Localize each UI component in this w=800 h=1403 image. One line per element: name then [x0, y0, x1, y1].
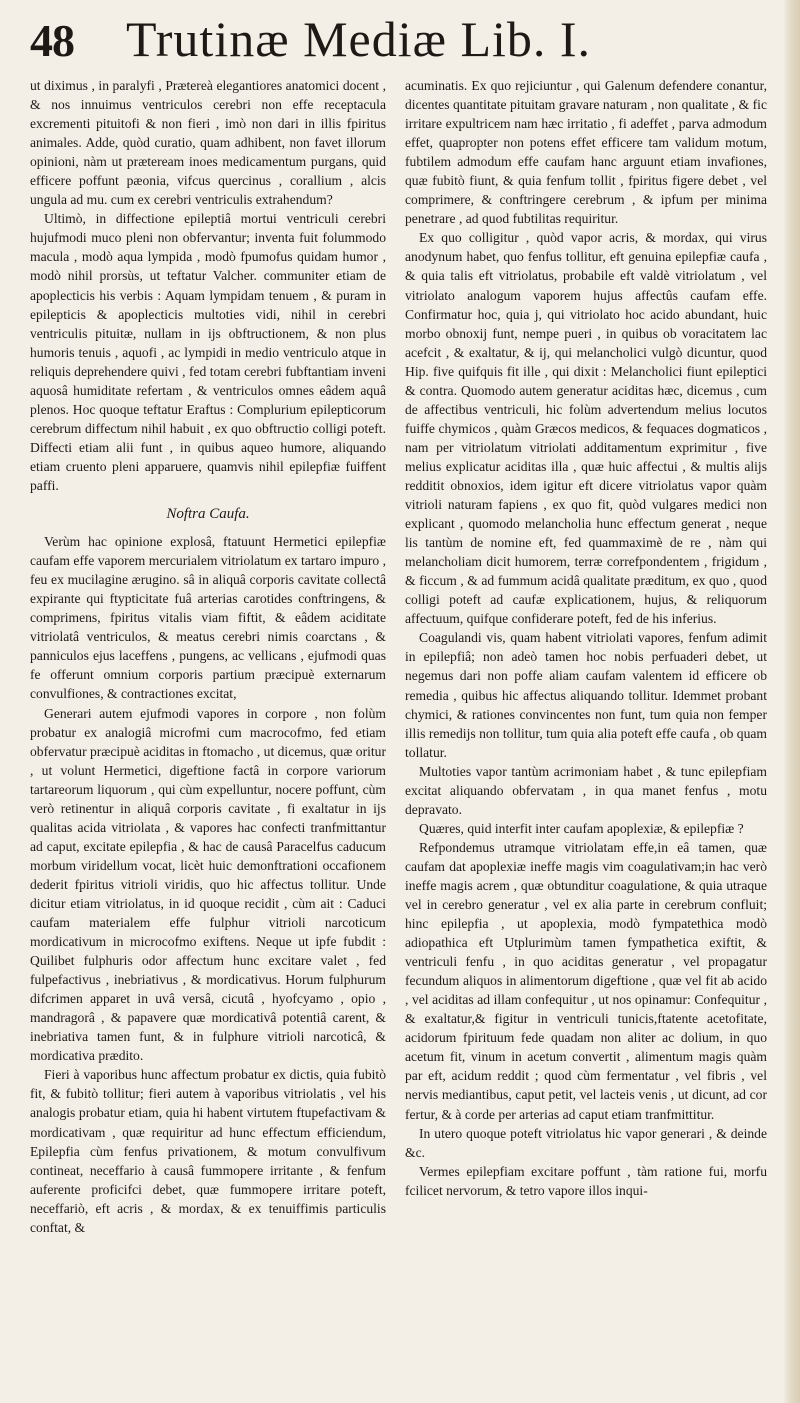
paragraph: acuminatis. Ex quo rejiciuntur , qui Galenum defendere conantur, dicentes quantitate pituitam gravare naturam , non qualitate , & fic irritare expultricem nam hæc irritatio , fi adeffet , parva admodum effet, quapropter non potens effet efficere tam validum motum, fubtilem admodum effe caufam hanc arguunt etiam invafiones, quæ fubitò fiunt, & quia fenfum tollit , fpiritus figere debet , vel comprimere, & conftringere cerebrum , & ipfum per minima penetrare , ad quod fubtilitas requiritur.: [405, 78, 767, 227]
right-column: [405, 76, 767, 1394]
paragraph: In utero quoque poteft vitriolatus hic vapor generari , & deinde &c.: [405, 1125, 767, 1160]
paragraph: Quæres, quid interfit inter caufam apoplexiæ, & epilepfiæ ?: [419, 820, 744, 836]
paragraph: Ultimò, in diffectione epileptiâ mortui ventriculi cerebri hujufmodi muco pleni non obfervantur; inventa fuit folummodo macula , modò aqua lympida , modò fpumofus quidam humor , modò nihil prorsùs, ut teftatur Valcher. communiter etiam de apoplecticis his verbis : Aquam lympidam tenuem , & puram in epilepticis & apoplecticis multoties vidi, nihil in cerebri ventriculis pituitæ, nullam in ijs obftructionem, & non plus humoris tenuis , aquofi , ac lympidi in medio ventriculo atque in reliquis deprehendere quivi , fed totam cerebri fubftantiam inveni aquosâ humiditate refertam , & ventriculos omnes eâdem aquâ plenos. Hoc quoque teftatur Eraftus : Complurium epilepticorum cerebrum diffectum nihil habuit , ex quo obftructio colligi poteft. Diffecti etiam alii funt , in quibus aqueo humore, aliquando etiam cruento pleni apparuere, quamvis nihil epilepfiæ fuiffent paffi.: [30, 211, 386, 493]
paragraph: Multoties vapor tantùm acrimoniam habet , & tunc epilepfiam excitat aliquando obfervatam , in qua manet fenfus , motu depravato.: [405, 763, 767, 817]
paragraph: Vermes epilepfiam excitare poffunt , tàm ratione fui, morfu fcilicet nervorum, & tetro vapore illos inqui-: [405, 1163, 767, 1198]
page-header: [28, 10, 768, 72]
page-edge-shadow: [783, 0, 800, 1403]
section-heading: Noftra Caufa.: [166, 506, 250, 523]
paragraph: Refpondemus utramque vitriolatam effe,in eâ tamen, quæ caufam dat apoplexiæ ineffe magis vim coagulativam;in hac verò ineffe magis acrem , quæ obtunditur coagulatione, & quia utraque vel in cerebro generatur , vel ex alia parte in cerebrum confluit; hinc epilepfia , ut apoplexia, modò fympatethica modò adiopathica eft Utplurimùm tamen fympathetica exiftit, & ventriculi fenfu , in quo aciditas generatur , vel propagatur fecundum aliquos in alimentorum digeftione , quæ vel fit ab acido , vel aciditas ad illam confequitur , ut nos opinamur: Confequitur , & exaltatur,& figitur in ventriculi tunicis,ftatente acetofitate, acidorum fpirituum fede quadam non aliter ac dolium, in quo acetum fit, vinum in acetum convertit , alimentum magis quàm par eft, acidum reddit ; quod cùm fermentatur , vel fibris , vel nervis mediantibus, caput petit, vel lacteis venis , ut dicunt, ad cor fertur, & à corde per arterias ad caput etiam tranfmittitur.: [405, 839, 767, 1122]
page-number: 48: [30, 15, 74, 66]
paragraph: Ex quo colligitur , quòd vapor acris, & mordax, qui virus anodynum habet, quo fenfus tollitur, eft genuina epilepfiæ caufa , & quia talis eft vitriolatus, probabile eft valdè vitriolatum , vel vitriolato analogum vaporem hujus affectûs caufam effe. Confirmatur hoc, quia j, qui vitriolato hoc acido abundant, huic morbo obnoxij funt, nempe pueri , in quibus ob voracitatem lac acefcit , & exaltatur, & ij, qui melancholici vulgò dicuntur, quod Hip. five quifquis fit ille , qui dixit : Melancholici fiunt epileptici & contra. Quomodo autem generatur aciditas hæc, dicemus , cum de affectibus ventriculi, hic folùm advertendum melius locutos fuiffe chymicos , quàm Græcos medicos, & fequaces dogmaticos , nam per vitriolatum vitriolati additamentum exprimitur , five melius explicatur aciditas illa , quæ huic affectui , & multis alijs redditit obnoxios, idem igitur eft dicere vitriolatus vapor quàm vitrioli naturam fapiens , ex quo fit, quòd vulgares medici non explicant , quomodo melancholia hunc effectum generat , neque lis tantùm de nomine eft, fed quammaximè de re , nàm qui melancholiam dicit humorem, terræ correfpondentem , frigidum , & ficcum , & ad fummum acidâ qualitate præditum, ex quo , quod colligi poteft ad caufæ explicationem, hujus, & reliquorum affectuum, quifque confiderare poteft, fed de his inferius.: [405, 230, 767, 627]
paragraph: Coagulandi vis, quam habent vitriolati vapores, fenfum adimit in epilepfiâ; non adeò tamen hoc nobis perfuaderi debet, ut negemus dari non poffe aliam caufam valentem id efficere ob remedia , quibus hic affectus aliquando tollitur. Idemmet probant chymici, & rationes convincentes non funt, tum quia non femper illis remedijs non tollitur, tum quia alia poteft effe caufa , ob quam tollatur.: [405, 630, 767, 760]
paragraph: Generari autem ejufmodi vapores in corpore , non folùm probatur ex analogiâ microfmi cum macrocofmo, fed etiam obfervatur præcipuè aciditas in ftomacho , ut dicemus, quæ oritur , ut volunt Hermetici, digeftione factâ in corpore variorum tartareorum liquorum , qui cùm expelluntur, nocere poffunt, cùm verò retinentur in aliquâ corporis cavitate , fi exaltatur in ijs qualitas acida vitriolata , & vapores hac confecti tranfmittantur ad caput, excitate epilepfia , & hac de causâ Paracelfus caducum morbum viridellum vocat, licèt huic demonftrationi occafionem dederit fpiritus vitrioli viridis, quo hic affectus tollitur. Unde dicitur etiam vitriolatus, in id quoque recidit , cùm ait : Caduci caufam materialem effe fulphur vitrioli narcoticum mordicativum in microcofmo exiftens. Neque ut ipfe fubdit : Quilibet fulphuris odor affectum hunc excitare valet , fed fulpefactivus , inebriativus , & mordicativus. Horum fulphurum difcrimen apparet in uvâ versâ, cicutâ , hyofcyamo , opio , mandragorâ , & papavere quæ mordicativâ potentiâ carent, & inebriativa tamen funt, & in fulphure vitrioli narcoticâ, & mordicativa prædito.: [30, 705, 386, 1064]
running-head: Trutinæ Mediæ Lib. I.: [126, 11, 592, 67]
paragraph: ut diximus , in paralyfi , Prætereà elegantiores anatomici docent , & nos innuimus ventriculos cerebri non effe receptacula excrementi pituitofi & non fieri , imò non dari in illis fpiritus animales. Adde, quòd curatio, quam adhibent, non favet illorum opinioni, nàm ut præteream inoes medicamentum purgans, quid efficere poffunt pæonia, vifcus quercinus , corallium , alcis ungula ad mu. cum ex cerebri ventriculis extrahendum?: [30, 78, 386, 208]
paragraph: Fieri à vaporibus hunc affectum probatur ex dictis, quia fubitò fit, & fubitò tollitur; fieri autem à vaporibus vitriolatis , vel his analogis probatur etiam, quia hi habent virtutem ftupefactivam & mordicativam , quæ requiritur ad hunc effectum efficiendum, Epilepfia cùm fenfus privationem, & motum convulfivum contineat, neceffario à causâ fummopere irritante , & fenfum auferente proficifci debet, quæ fummopere irritare poteft, neceffariò, eft acris , & mordax, & ex tenuiffimis particulis conftat, &: [30, 1067, 386, 1235]
left-column: [30, 76, 386, 1394]
paragraph: Verùm hac opinione explosâ, ftatuunt Hermetici epilepfiæ caufam effe vaporem mercurialem vitriolatum ex tartaro impuro , feu ex mucilagine ærugino. sâ in aliquâ corporis cavitate collectâ expirante qui ftypticitate fuâ arterias carotides conftringens, & comprimens, fpiritus vitalis viam fiftit, & eâdem aciditate vitriolatâ ventriculos, & meatus cerebri nimis coarctans , & panniculos ejus laceffens , pungens, ac vellicans , ejufmodi quas fe offerunt omnium corporis partium præcipuè externarum convulfiones, & contractiones excitat,: [30, 534, 386, 702]
